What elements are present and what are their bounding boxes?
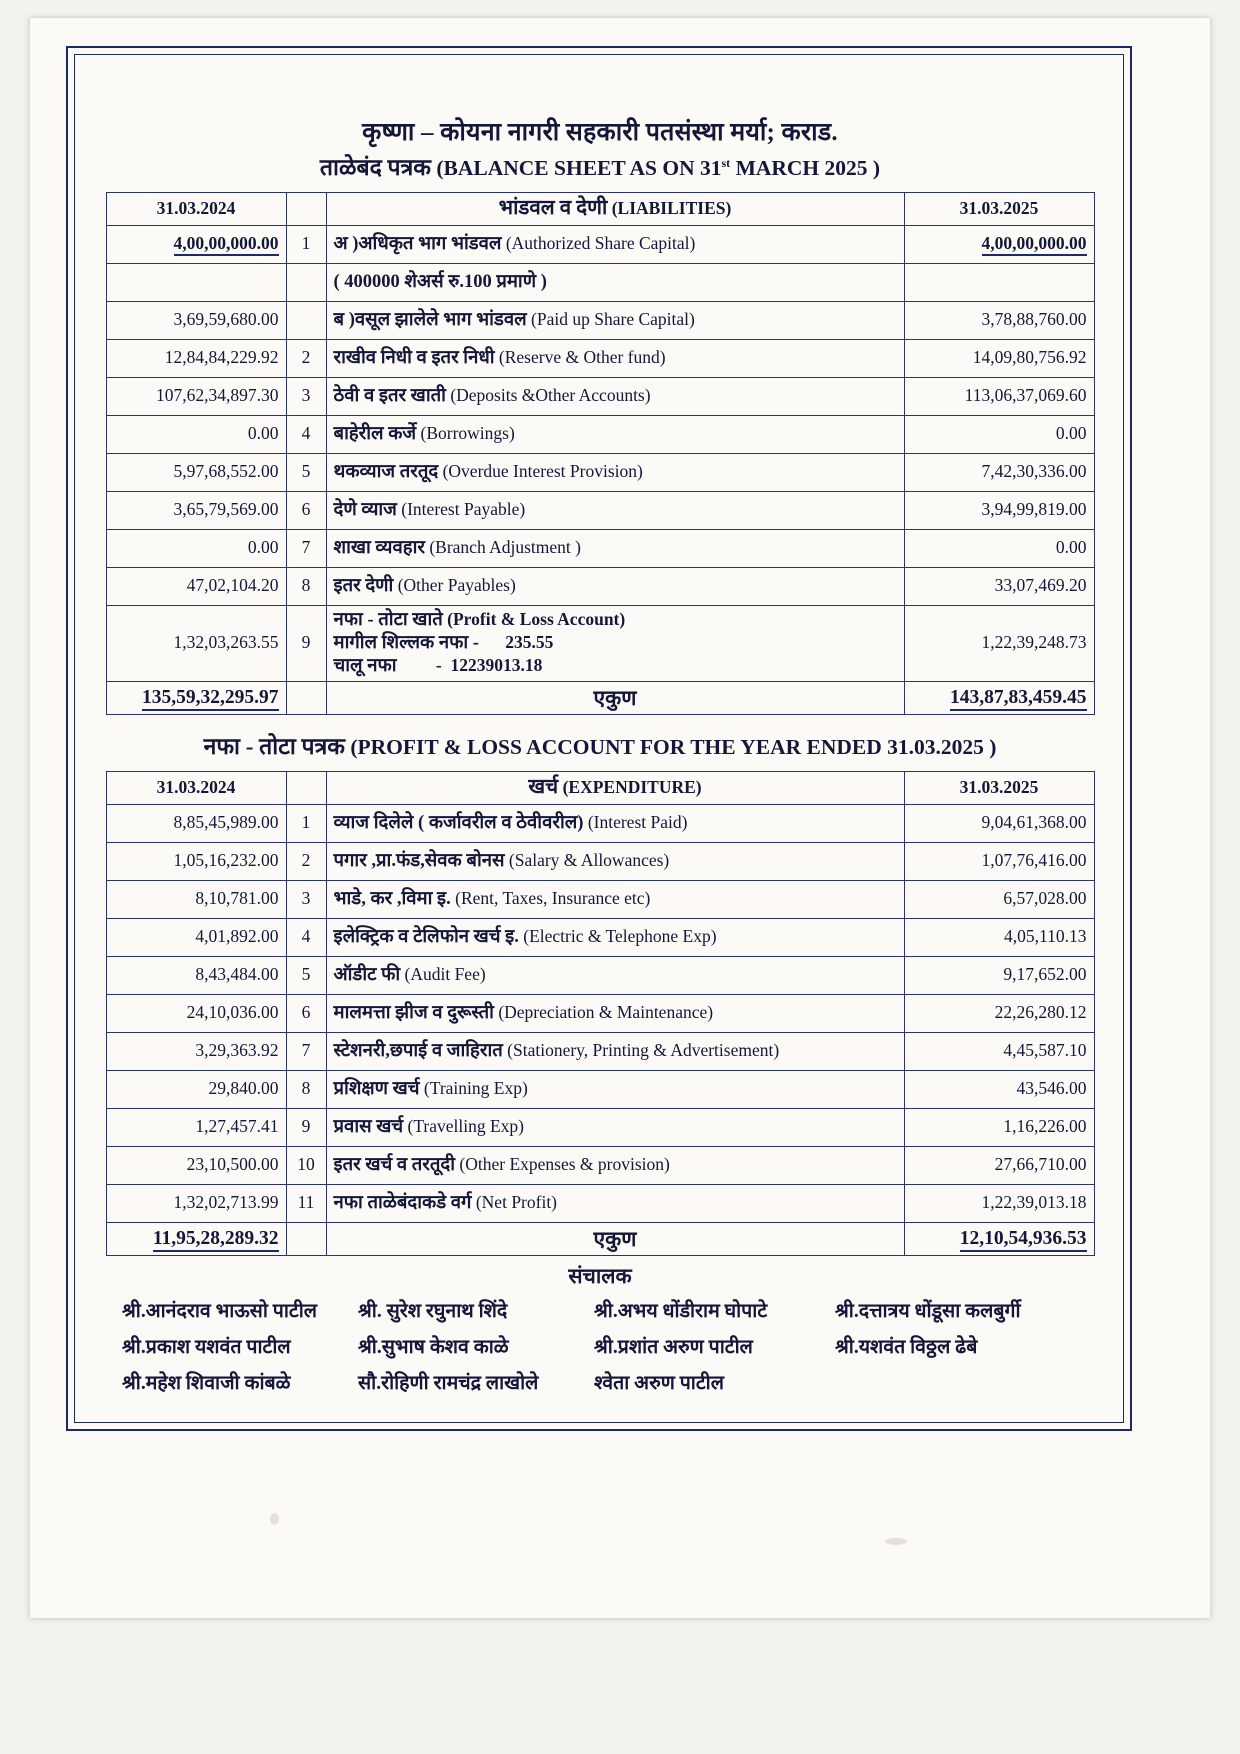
director-name: श्वेता अरुण पाटील: [594, 1373, 724, 1395]
director-name: [835, 1368, 1095, 1395]
cell-particulars: देणे व्याज (Interest Payable): [326, 491, 904, 529]
column-header-prev-year: 31.03.2024: [106, 772, 286, 805]
directors-list: [106, 1296, 1094, 1395]
table-row: [106, 263, 1094, 301]
profit-loss-table: [106, 771, 1095, 1256]
cell-prev-amount: 4,00,00,000.00: [106, 225, 286, 263]
director-name: श्री.सुभाष केशव काळे: [358, 1337, 509, 1359]
cell-prev-amount: 24,10,036.00: [106, 994, 286, 1032]
scan-artifact: [885, 1538, 907, 1545]
cell-prev-amount: 12,84,84,229.92: [106, 339, 286, 377]
cell-sr-no: 4: [286, 918, 326, 956]
cell-cur-amount: 1,22,39,013.18: [904, 1184, 1094, 1222]
cell-sr-no: 6: [286, 994, 326, 1032]
table-row-profit-loss-account: [106, 605, 1094, 681]
cell-prev-amount: 0.00: [106, 415, 286, 453]
cell-particulars: प्रवास खर्च (Travelling Exp): [326, 1108, 904, 1146]
cell-prev-amount: 1,32,03,263.55: [106, 605, 286, 681]
table-row: [106, 529, 1094, 567]
pl-current-profit-line: चालू नफा - 12239013.18: [333, 654, 543, 676]
director-name: श्री.यशवंत विठ्ठल ढेबे: [835, 1337, 978, 1359]
balance-sheet-heading: [82, 150, 1118, 182]
table-row: [106, 918, 1094, 956]
table-total-row: [106, 1222, 1094, 1255]
cell-sr-no: 1: [286, 225, 326, 263]
cell-cur-amount: 1,07,76,416.00: [904, 842, 1094, 880]
column-header-sr: [286, 772, 326, 805]
column-header-expenditure: [326, 772, 904, 805]
cell-particulars: इलेक्ट्रिक व टेलिफोन खर्च इ. (Electric & Telephone Exp): [326, 918, 904, 956]
director-name: श्री.प्रकाश यशवंत पाटील: [122, 1337, 291, 1359]
cell-cur-amount: 1,16,226.00: [904, 1108, 1094, 1146]
column-header-cur-year: 31.03.2025: [904, 193, 1094, 226]
cell-particulars: ( 400000 शेअर्स रु.100 प्रमाणे ): [326, 263, 904, 301]
director-name: श्री.दत्तात्रय धोंडूसा कलबुर्गी: [835, 1301, 1021, 1323]
pl-opening-balance-line: मागील शिल्लक नफा - 235.55: [333, 631, 554, 653]
cell-cur-amount: 22,26,280.12: [904, 994, 1094, 1032]
cell-cur-amount: 7,42,30,336.00: [904, 453, 1094, 491]
cell-sr-no: 8: [286, 1070, 326, 1108]
pl-title-line: नफा - तोटा खाते (Profit & Loss Account): [333, 608, 626, 630]
cell-particulars: शाखा व्यवहार (Branch Adjustment ): [326, 529, 904, 567]
column-header-expenditure-en: (EXPENDITURE): [562, 777, 702, 798]
table-row: [106, 994, 1094, 1032]
cell-total-sr: [286, 682, 326, 715]
cell-sr-no: 9: [286, 1108, 326, 1146]
column-header-liabilities-en: (LIABILITIES): [611, 198, 732, 218]
cell-particulars: मालमत्ता झीज व दुरूस्ती (Depreciation & Maintenance): [326, 994, 904, 1032]
cell-particulars: इतर खर्च व तरतूदी (Other Expenses & provision): [326, 1146, 904, 1184]
cell-cur-amount: 0.00: [904, 415, 1094, 453]
cell-total-prev: 135,59,32,295.97: [106, 682, 286, 715]
ordinal-suffix: st: [721, 155, 731, 170]
cell-prev-amount: 23,10,500.00: [106, 1146, 286, 1184]
table-row: [106, 1070, 1094, 1108]
director-name: श्री.आनंदराव भाऊसो पाटील: [122, 1301, 317, 1323]
balance-sheet-table: [106, 192, 1095, 715]
cell-prev-amount: 1,05,16,232.00: [106, 842, 286, 880]
cell-cur-amount: 4,00,00,000.00: [904, 225, 1094, 263]
table-row: [106, 1184, 1094, 1222]
cell-cur-amount: 3,94,99,819.00: [904, 491, 1094, 529]
table-row: [106, 880, 1094, 918]
cell-prev-amount: 4,01,892.00: [106, 918, 286, 956]
cell-particulars: स्टेशनरी,छपाई व जाहिरात (Stationery, Printing & Advertisement): [326, 1032, 904, 1070]
cell-prev-amount: 29,840.00: [106, 1070, 286, 1108]
cell-particulars: नफा ताळेबंदाकडे वर्ग (Net Profit): [326, 1184, 904, 1222]
cell-total-cur: 143,87,83,459.45: [904, 682, 1094, 715]
cell-total-cur: 12,10,54,936.53: [904, 1222, 1094, 1255]
cell-total-sr: [286, 1222, 326, 1255]
table-row: [106, 842, 1094, 880]
table-row: [106, 567, 1094, 605]
cell-particulars: व्याज दिलेले ( कर्जावरील व ठेवीवरील) (Interest Paid): [326, 804, 904, 842]
cell-sr-no: 3: [286, 880, 326, 918]
table-row: [106, 453, 1094, 491]
director-name: श्री.अभय धोंडीराम घोपाटे: [594, 1301, 768, 1323]
cell-prev-amount: 3,65,79,569.00: [106, 491, 286, 529]
organization-title: कृष्णा – कोयना नागरी सहकारी पतसंस्था मर्या; कराड.: [362, 119, 838, 146]
cell-cur-amount: 0.00: [904, 529, 1094, 567]
table-row: [106, 804, 1094, 842]
column-header-cur-year: 31.03.2025: [904, 772, 1094, 805]
table-total-row: [106, 682, 1094, 715]
director-name: श्री.प्रशांत अरुण पाटील: [594, 1337, 753, 1359]
table-row: [106, 377, 1094, 415]
cell-particulars: प्रशिक्षण खर्च (Training Exp): [326, 1070, 904, 1108]
balance-sheet-heading-en: (BALANCE SHEET AS ON 31: [436, 156, 722, 180]
cell-particulars: बाहेरील कर्जे (Borrowings): [326, 415, 904, 453]
cell-cur-amount: 3,78,88,760.00: [904, 301, 1094, 339]
column-header-prev-year: 31.03.2024: [106, 193, 286, 226]
cell-cur-amount: 9,17,652.00: [904, 956, 1094, 994]
column-header-liabilities-mr: भांडवल व देणी: [498, 197, 608, 219]
cell-sr-no: [286, 301, 326, 339]
cell-cur-amount: 6,57,028.00: [904, 880, 1094, 918]
directors-heading: संचालक: [568, 1264, 632, 1289]
cell-sr-no: 7: [286, 1032, 326, 1070]
cell-prev-amount: 5,97,68,552.00: [106, 453, 286, 491]
balance-sheet-heading-en2: MARCH 2025 ): [730, 156, 881, 180]
cell-cur-amount: 14,09,80,756.92: [904, 339, 1094, 377]
table-row: [106, 415, 1094, 453]
cell-cur-amount: 43,546.00: [904, 1070, 1094, 1108]
cell-sr-no: [286, 263, 326, 301]
director-name: सौ.रोहिणी रामचंद्र लाखोले: [358, 1373, 539, 1395]
cell-prev-amount: 0.00: [106, 529, 286, 567]
balance-sheet-heading-mr: ताळेबंद पत्रक: [319, 155, 431, 180]
cell-sr-no: 4: [286, 415, 326, 453]
cell-prev-amount: 8,43,484.00: [106, 956, 286, 994]
cell-cur-amount: 4,05,110.13: [904, 918, 1094, 956]
column-header-sr: [286, 193, 326, 226]
cell-sr-no: 7: [286, 529, 326, 567]
cell-cur-amount: 33,07,469.20: [904, 567, 1094, 605]
scan-artifact: [270, 1513, 279, 1525]
cell-cur-amount: [904, 263, 1094, 301]
cell-cur-amount: 9,04,61,368.00: [904, 804, 1094, 842]
cell-sr-no: 3: [286, 377, 326, 415]
cell-particulars-profit-loss: [326, 605, 904, 681]
cell-particulars: ब )वसूल झालेले भाग भांडवल (Paid up Share Capital): [326, 301, 904, 339]
table-row: [106, 491, 1094, 529]
director-name: श्री.महेश शिवाजी कांबळे: [122, 1373, 291, 1395]
cell-prev-amount: [106, 263, 286, 301]
table-row: [106, 1108, 1094, 1146]
cell-sr-no: 5: [286, 453, 326, 491]
cell-sr-no: 6: [286, 491, 326, 529]
cell-particulars: राखीव निधी व इतर निधी (Reserve & Other fund): [326, 339, 904, 377]
cell-cur-amount: 27,66,710.00: [904, 1146, 1094, 1184]
cell-cur-amount: 113,06,37,069.60: [904, 377, 1094, 415]
cell-sr-no: 2: [286, 842, 326, 880]
column-header-expenditure-mr: खर्च: [528, 776, 559, 799]
cell-prev-amount: 1,27,457.41: [106, 1108, 286, 1146]
cell-prev-amount: 3,29,363.92: [106, 1032, 286, 1070]
cell-prev-amount: 1,32,02,713.99: [106, 1184, 286, 1222]
table-row: [106, 339, 1094, 377]
cell-total-prev: 11,95,28,289.32: [106, 1222, 286, 1255]
cell-sr-no: 11: [286, 1184, 326, 1222]
cell-sr-no: 2: [286, 339, 326, 377]
profit-loss-heading: [82, 729, 1118, 761]
table-row: [106, 225, 1094, 263]
cell-particulars: ठेवी व इतर खाती (Deposits &Other Accounts): [326, 377, 904, 415]
cell-prev-amount: 8,85,45,989.00: [106, 804, 286, 842]
cell-prev-amount: 107,62,34,897.30: [106, 377, 286, 415]
table-header-row: [106, 772, 1094, 805]
column-header-liabilities: [326, 193, 904, 226]
profit-loss-heading-en: (PROFIT & LOSS ACCOUNT FOR THE YEAR ENDED 31.03.2025 ): [350, 735, 997, 760]
table-row: [106, 1146, 1094, 1184]
cell-total-label: एकुण: [326, 1222, 904, 1255]
table-header-row: [106, 193, 1094, 226]
cell-particulars: अ )अधिकृत भाग भांडवल (Authorized Share Capital): [326, 225, 904, 263]
scanned-page: [30, 18, 1210, 1618]
cell-prev-amount: 3,69,59,680.00: [106, 301, 286, 339]
cell-particulars: ऑडीट फी (Audit Fee): [326, 956, 904, 994]
table-row: [106, 956, 1094, 994]
cell-sr-no: 8: [286, 567, 326, 605]
director-name: श्री. सुरेश रघुनाथ शिंदे: [358, 1301, 508, 1323]
profit-loss-heading-mr: नफा - तोटा पत्रक: [203, 734, 345, 760]
document-content: [82, 62, 1118, 1395]
cell-particulars: थकव्याज तरतूद (Overdue Interest Provision): [326, 453, 904, 491]
cell-sr-no: 9: [286, 605, 326, 681]
table-row: [106, 1032, 1094, 1070]
table-row: [106, 301, 1094, 339]
cell-particulars: पगार ,प्रा.फंड,सेवक बोनस (Salary & Allowances): [326, 842, 904, 880]
cell-sr-no: 5: [286, 956, 326, 994]
cell-total-label: एकुण: [326, 682, 904, 715]
cell-sr-no: 10: [286, 1146, 326, 1184]
cell-cur-amount: 1,22,39,248.73: [904, 605, 1094, 681]
cell-cur-amount: 4,45,587.10: [904, 1032, 1094, 1070]
cell-prev-amount: 8,10,781.00: [106, 880, 286, 918]
cell-prev-amount: 47,02,104.20: [106, 567, 286, 605]
cell-sr-no: 1: [286, 804, 326, 842]
cell-particulars: भाडे, कर ,विमा इ. (Rent, Taxes, Insurance etc): [326, 880, 904, 918]
cell-particulars: इतर देणी (Other Payables): [326, 567, 904, 605]
